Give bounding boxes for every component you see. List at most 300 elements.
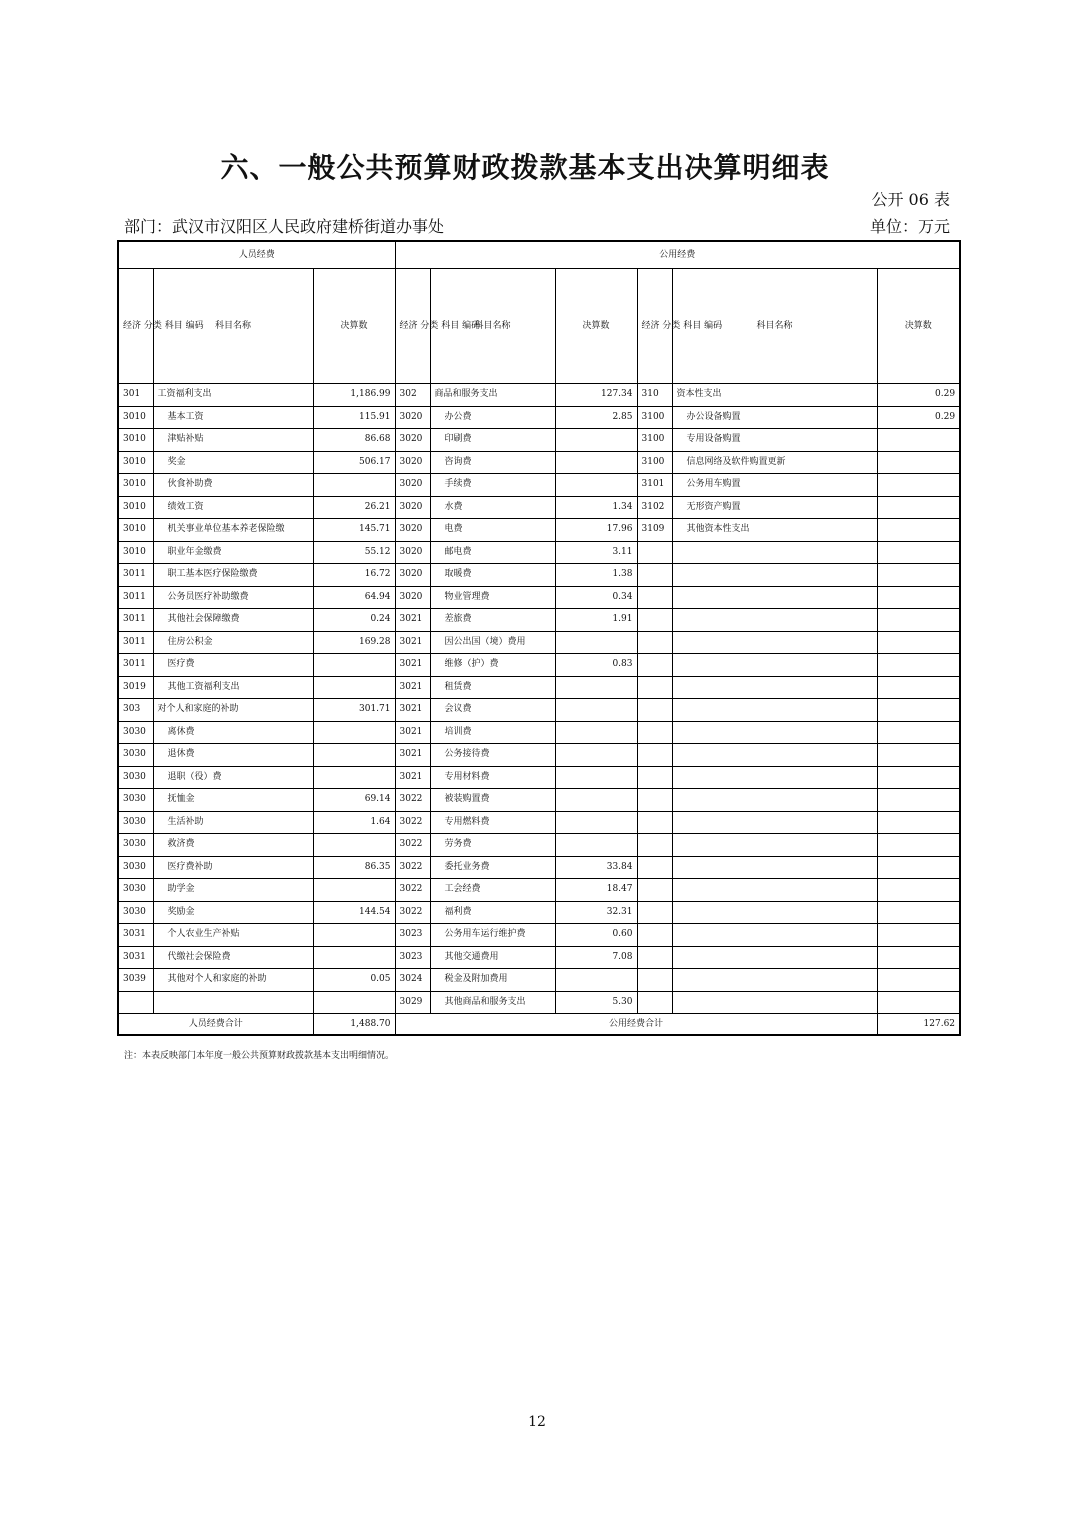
- unit-label: 单位：万元: [869, 217, 950, 236]
- personnel-amount-cell: [313, 834, 395, 857]
- public-code-cell: 3022: [395, 901, 430, 924]
- public-code-cell: 3022: [395, 856, 430, 879]
- public-name-cell: 劳务费: [430, 834, 555, 857]
- table-row: [118, 924, 960, 947]
- capital-amount-cell: [877, 924, 960, 947]
- capital-name-cell: [672, 564, 877, 587]
- capital-code-cell: [637, 834, 672, 857]
- capital-name-cell: [672, 946, 877, 969]
- personnel-name-cell: 其他对个人和家庭的补助: [153, 969, 313, 992]
- public-name-cell: 差旅费: [430, 609, 555, 632]
- capital-code-cell: [637, 699, 672, 722]
- capital-code-cell: 3101: [637, 474, 672, 497]
- personnel-amount-cell: [313, 766, 395, 789]
- public-name-cell: 培训费: [430, 721, 555, 744]
- page-title: 六、一般公共预算财政拨款基本支出决算明细表: [220, 151, 830, 184]
- personnel-name-cell: 职业年金缴费: [153, 541, 313, 564]
- capital-code-cell: [637, 744, 672, 767]
- public-code-cell: 3021: [395, 744, 430, 767]
- public-total-label: 公用经费合计: [395, 1014, 877, 1036]
- table-row: [118, 676, 960, 699]
- public-code-cell: 3020: [395, 474, 430, 497]
- capital-code-cell: [637, 541, 672, 564]
- public-name-cell: 会议费: [430, 699, 555, 722]
- public-code-cell: 3020: [395, 496, 430, 519]
- public-amount-cell: 2.85: [555, 406, 637, 429]
- capital-name-cell: [672, 879, 877, 902]
- personnel-name-cell: 离休费: [153, 721, 313, 744]
- table-row: [118, 429, 960, 452]
- personnel-name-cell: 奖励金: [153, 901, 313, 924]
- public-name-cell: 印刷费: [430, 429, 555, 452]
- personnel-name-cell: 助学金: [153, 879, 313, 902]
- public-amount-cell: 5.30: [555, 991, 637, 1014]
- public-code-cell: 3020: [395, 564, 430, 587]
- table-row: [118, 654, 960, 677]
- personnel-amount-cell: 26.21: [313, 496, 395, 519]
- capital-amount-cell: [877, 811, 960, 834]
- public-amount-cell: 0.34: [555, 586, 637, 609]
- capital-amount-cell: [877, 541, 960, 564]
- capital-name-cell: [672, 631, 877, 654]
- public-name-cell: 电费: [430, 519, 555, 542]
- personnel-name-cell: 公务员医疗补助缴费: [153, 586, 313, 609]
- public-amount-cell: 33.84: [555, 856, 637, 879]
- capital-code-cell: [637, 901, 672, 924]
- group-header-row: [118, 241, 960, 269]
- personnel-code-cell: 3011: [118, 609, 153, 632]
- personnel-group-header: 人员经费: [118, 241, 395, 269]
- personnel-amount-cell: 86.35: [313, 856, 395, 879]
- capital-code-cell: [637, 631, 672, 654]
- table-row: [118, 901, 960, 924]
- capital-amount-cell: [877, 879, 960, 902]
- personnel-amount-cell: 169.28: [313, 631, 395, 654]
- expenditure-detail-table: [117, 240, 961, 1036]
- public-name-cell: 邮电费: [430, 541, 555, 564]
- public-amount-cell: [555, 744, 637, 767]
- public-name-cell: 租赁费: [430, 676, 555, 699]
- personnel-amount-cell: [313, 474, 395, 497]
- personnel-amount-cell: 301.71: [313, 699, 395, 722]
- personnel-code-cell: 3030: [118, 789, 153, 812]
- capital-amount-cell: [877, 564, 960, 587]
- capital-code-cell: [637, 789, 672, 812]
- public-amount-cell: 127.34: [555, 384, 637, 407]
- public-amount-cell: [555, 631, 637, 654]
- personnel-amount-cell: [313, 676, 395, 699]
- table-number: 公开 06 表: [871, 190, 950, 209]
- table-row: [118, 699, 960, 722]
- personnel-name-cell: 对个人和家庭的补助: [153, 699, 313, 722]
- capital-amount-cell: [877, 676, 960, 699]
- public-name-cell: 委托业务费: [430, 856, 555, 879]
- capital-amount-cell: [877, 451, 960, 474]
- capital-code-cell: 310: [637, 384, 672, 407]
- capital-name-cell: [672, 766, 877, 789]
- capital-name-cell: [672, 834, 877, 857]
- capital-name-cell: 其他资本性支出: [672, 519, 877, 542]
- capital-name-cell: 无形资产购置: [672, 496, 877, 519]
- public-name-cell: 手续费: [430, 474, 555, 497]
- capital-amount-cell: [877, 969, 960, 992]
- public-code-cell: 3020: [395, 541, 430, 564]
- personnel-code-cell: 3031: [118, 946, 153, 969]
- personnel-code-cell: 3019: [118, 676, 153, 699]
- personnel-name-cell: 医疗费补助: [153, 856, 313, 879]
- public-amount-cell: [555, 834, 637, 857]
- capital-name-cell: [672, 744, 877, 767]
- public-amount-cell: [555, 811, 637, 834]
- capital-name-cell: [672, 541, 877, 564]
- capital-code-cell: 3109: [637, 519, 672, 542]
- public-amount-cell: 7.08: [555, 946, 637, 969]
- capital-code-cell: [637, 811, 672, 834]
- public-code-cell: 3029: [395, 991, 430, 1014]
- personnel-name-cell: 代缴社会保险费: [153, 946, 313, 969]
- personnel-amount-cell: 144.54: [313, 901, 395, 924]
- capital-name-cell: [672, 609, 877, 632]
- personnel-code-cell: 3010: [118, 496, 153, 519]
- public-code-cell: 3020: [395, 429, 430, 452]
- personnel-code-cell: 3030: [118, 766, 153, 789]
- personnel-name-cell: 职工基本医疗保险缴费: [153, 564, 313, 587]
- capital-name-cell: [672, 991, 877, 1014]
- public-name-cell: 其他商品和服务支出: [430, 991, 555, 1014]
- public-amount-cell: [555, 676, 637, 699]
- table-row: [118, 496, 960, 519]
- table-row: [118, 564, 960, 587]
- table-row: [118, 946, 960, 969]
- totals-row: [118, 1014, 960, 1036]
- public-name-cell: 专用材料费: [430, 766, 555, 789]
- personnel-code-cell: 3010: [118, 451, 153, 474]
- public-amount-cell: [555, 721, 637, 744]
- code-header: 经济 分类 科目 编码: [395, 269, 430, 384]
- personnel-code-cell: 3030: [118, 856, 153, 879]
- capital-name-cell: [672, 969, 877, 992]
- personnel-code-cell: 3011: [118, 654, 153, 677]
- capital-name-cell: 专用设备购置: [672, 429, 877, 452]
- personnel-name-cell: 住房公积金: [153, 631, 313, 654]
- personnel-name-cell: 基本工资: [153, 406, 313, 429]
- personnel-amount-cell: 69.14: [313, 789, 395, 812]
- personnel-code-cell: 3030: [118, 834, 153, 857]
- personnel-name-cell: 抚恤金: [153, 789, 313, 812]
- capital-amount-cell: [877, 789, 960, 812]
- capital-name-cell: [672, 676, 877, 699]
- public-name-cell: 其他交通费用: [430, 946, 555, 969]
- capital-code-cell: [637, 609, 672, 632]
- public-code-cell: 3022: [395, 811, 430, 834]
- capital-code-cell: [637, 856, 672, 879]
- capital-amount-cell: [877, 631, 960, 654]
- public-code-cell: 3020: [395, 519, 430, 542]
- capital-amount-cell: [877, 609, 960, 632]
- public-code-cell: 3022: [395, 789, 430, 812]
- capital-code-cell: [637, 586, 672, 609]
- public-code-cell: 3020: [395, 451, 430, 474]
- amount-header: 决算数: [555, 269, 637, 384]
- capital-name-cell: [672, 654, 877, 677]
- capital-amount-cell: [877, 766, 960, 789]
- personnel-code-cell: 3039: [118, 969, 153, 992]
- public-code-cell: 3023: [395, 924, 430, 947]
- public-amount-cell: 1.91: [555, 609, 637, 632]
- public-amount-cell: [555, 451, 637, 474]
- personnel-total-label: 人员经费合计: [118, 1014, 313, 1036]
- table-body: [118, 384, 960, 1014]
- code-header: 经济 分类 科目 编码: [118, 269, 153, 384]
- personnel-amount-cell: 1,186.99: [313, 384, 395, 407]
- amount-header: 决算数: [877, 269, 960, 384]
- public-amount-cell: 32.31: [555, 901, 637, 924]
- capital-name-cell: 办公设备购置: [672, 406, 877, 429]
- name-header: 科目名称: [430, 269, 555, 384]
- personnel-name-cell: 其他社会保障缴费: [153, 609, 313, 632]
- public-name-cell: 维修（护）费: [430, 654, 555, 677]
- personnel-amount-cell: 0.05: [313, 969, 395, 992]
- table-row: [118, 609, 960, 632]
- public-name-cell: 办公费: [430, 406, 555, 429]
- table-row: [118, 406, 960, 429]
- personnel-code-cell: [118, 991, 153, 1014]
- personnel-name-cell: 个人农业生产补贴: [153, 924, 313, 947]
- capital-name-cell: 资本性支出: [672, 384, 877, 407]
- table-row: [118, 384, 960, 407]
- capital-amount-cell: [877, 496, 960, 519]
- public-name-cell: 商品和服务支出: [430, 384, 555, 407]
- public-code-cell: 3021: [395, 609, 430, 632]
- public-amount-cell: [555, 429, 637, 452]
- public-code-cell: 3024: [395, 969, 430, 992]
- capital-amount-cell: [877, 429, 960, 452]
- personnel-code-cell: 3031: [118, 924, 153, 947]
- code-header: 经济 分类 科目 编码: [637, 269, 672, 384]
- public-code-cell: 3020: [395, 586, 430, 609]
- personnel-amount-cell: 55.12: [313, 541, 395, 564]
- personnel-code-cell: 3030: [118, 811, 153, 834]
- personnel-amount-cell: 86.68: [313, 429, 395, 452]
- personnel-name-cell: [153, 991, 313, 1014]
- capital-name-cell: [672, 789, 877, 812]
- capital-code-cell: [637, 766, 672, 789]
- public-amount-cell: [555, 699, 637, 722]
- personnel-code-cell: 3030: [118, 901, 153, 924]
- public-code-cell: 3023: [395, 946, 430, 969]
- personnel-code-cell: 3010: [118, 541, 153, 564]
- public-code-cell: 3021: [395, 676, 430, 699]
- personnel-code-cell: 3010: [118, 406, 153, 429]
- public-amount-cell: 0.60: [555, 924, 637, 947]
- capital-code-cell: 3102: [637, 496, 672, 519]
- table-row: [118, 811, 960, 834]
- personnel-amount-cell: 1.64: [313, 811, 395, 834]
- personnel-name-cell: 退休费: [153, 744, 313, 767]
- public-amount-cell: 1.38: [555, 564, 637, 587]
- personnel-name-cell: 绩效工资: [153, 496, 313, 519]
- capital-name-cell: [672, 586, 877, 609]
- capital-name-cell: [672, 811, 877, 834]
- name-header: 科目名称: [153, 269, 313, 384]
- capital-amount-cell: [877, 654, 960, 677]
- public-name-cell: 税金及附加费用: [430, 969, 555, 992]
- public-amount-cell: 3.11: [555, 541, 637, 564]
- personnel-name-cell: 退职（役）费: [153, 766, 313, 789]
- public-name-cell: 因公出国（境）费用: [430, 631, 555, 654]
- table-row: [118, 766, 960, 789]
- public-code-cell: 3022: [395, 834, 430, 857]
- capital-code-cell: 3100: [637, 406, 672, 429]
- personnel-amount-cell: [313, 946, 395, 969]
- public-code-cell: 3021: [395, 654, 430, 677]
- personnel-name-cell: 生活补助: [153, 811, 313, 834]
- public-code-cell: 3021: [395, 721, 430, 744]
- public-amount-cell: [555, 789, 637, 812]
- table-row: [118, 721, 960, 744]
- public-amount-cell: 18.47: [555, 879, 637, 902]
- table-row: [118, 586, 960, 609]
- personnel-code-cell: 3030: [118, 721, 153, 744]
- table-row: [118, 969, 960, 992]
- capital-code-cell: [637, 676, 672, 699]
- public-total-amount: 127.62: [877, 1014, 960, 1036]
- public-name-cell: 公务用车运行维护费: [430, 924, 555, 947]
- personnel-amount-cell: [313, 654, 395, 677]
- personnel-total-amount: 1,488.70: [313, 1014, 395, 1036]
- public-name-cell: 取暖费: [430, 564, 555, 587]
- public-amount-cell: 1.34: [555, 496, 637, 519]
- personnel-name-cell: 救济费: [153, 834, 313, 857]
- amount-header: 决算数: [313, 269, 395, 384]
- capital-amount-cell: [877, 856, 960, 879]
- capital-amount-cell: [877, 519, 960, 542]
- capital-code-cell: [637, 879, 672, 902]
- personnel-name-cell: 机关事业单位基本养老保险缴: [153, 519, 313, 542]
- table-row: [118, 834, 960, 857]
- personnel-amount-cell: [313, 924, 395, 947]
- public-code-cell: 3021: [395, 766, 430, 789]
- personnel-name-cell: 工资福利支出: [153, 384, 313, 407]
- personnel-amount-cell: [313, 721, 395, 744]
- capital-name-cell: [672, 924, 877, 947]
- capital-amount-cell: [877, 901, 960, 924]
- personnel-name-cell: 伙食补助费: [153, 474, 313, 497]
- personnel-amount-cell: 506.17: [313, 451, 395, 474]
- capital-name-cell: [672, 699, 877, 722]
- public-code-cell: 3022: [395, 879, 430, 902]
- public-amount-cell: [555, 474, 637, 497]
- capital-code-cell: [637, 969, 672, 992]
- capital-code-cell: [637, 991, 672, 1014]
- public-name-cell: 物业管理费: [430, 586, 555, 609]
- personnel-amount-cell: 0.24: [313, 609, 395, 632]
- public-amount-cell: [555, 969, 637, 992]
- personnel-code-cell: 3011: [118, 586, 153, 609]
- capital-name-cell: 信息网络及软件购置更新: [672, 451, 877, 474]
- personnel-code-cell: 3010: [118, 519, 153, 542]
- public-amount-cell: [555, 766, 637, 789]
- table-note: 注：本表反映部门本年度一般公共预算财政拨款基本支出明细情况。: [124, 1051, 395, 1061]
- name-header: 科目名称: [672, 269, 877, 384]
- personnel-amount-cell: [313, 744, 395, 767]
- personnel-code-cell: 3030: [118, 744, 153, 767]
- table-row: [118, 541, 960, 564]
- public-name-cell: 水费: [430, 496, 555, 519]
- capital-code-cell: [637, 721, 672, 744]
- public-name-cell: 咨询费: [430, 451, 555, 474]
- page-number: 12: [528, 1414, 546, 1430]
- department-label: 部门：武汉市汉阳区人民政府建桥街道办事处: [124, 217, 445, 236]
- personnel-amount-cell: 115.91: [313, 406, 395, 429]
- public-amount-cell: 0.83: [555, 654, 637, 677]
- capital-name-cell: [672, 856, 877, 879]
- capital-amount-cell: 0.29: [877, 384, 960, 407]
- capital-code-cell: [637, 564, 672, 587]
- public-code-cell: 3021: [395, 631, 430, 654]
- personnel-name-cell: 医疗费: [153, 654, 313, 677]
- public-amount-cell: 17.96: [555, 519, 637, 542]
- capital-name-cell: [672, 721, 877, 744]
- capital-amount-cell: [877, 744, 960, 767]
- table-row: [118, 879, 960, 902]
- capital-amount-cell: [877, 474, 960, 497]
- column-header-row: [118, 269, 960, 384]
- capital-name-cell: [672, 901, 877, 924]
- personnel-amount-cell: [313, 991, 395, 1014]
- table-row: [118, 519, 960, 542]
- capital-amount-cell: [877, 991, 960, 1014]
- personnel-amount-cell: [313, 879, 395, 902]
- personnel-amount-cell: 16.72: [313, 564, 395, 587]
- table-row: [118, 991, 960, 1014]
- capital-code-cell: [637, 924, 672, 947]
- capital-name-cell: 公务用车购置: [672, 474, 877, 497]
- public-code-cell: 3020: [395, 406, 430, 429]
- capital-amount-cell: [877, 946, 960, 969]
- personnel-code-cell: 301: [118, 384, 153, 407]
- public-code-cell: 302: [395, 384, 430, 407]
- table-row: [118, 789, 960, 812]
- personnel-amount-cell: 64.94: [313, 586, 395, 609]
- capital-amount-cell: [877, 586, 960, 609]
- table-row: [118, 744, 960, 767]
- personnel-amount-cell: 145.71: [313, 519, 395, 542]
- personnel-code-cell: 3030: [118, 879, 153, 902]
- capital-amount-cell: 0.29: [877, 406, 960, 429]
- capital-amount-cell: [877, 699, 960, 722]
- capital-code-cell: 3100: [637, 451, 672, 474]
- public-name-cell: 福利费: [430, 901, 555, 924]
- personnel-name-cell: 津贴补贴: [153, 429, 313, 452]
- public-name-cell: 专用燃料费: [430, 811, 555, 834]
- personnel-code-cell: 3011: [118, 631, 153, 654]
- public-group-header: 公用经费: [395, 241, 960, 269]
- public-code-cell: 3021: [395, 699, 430, 722]
- personnel-code-cell: 3011: [118, 564, 153, 587]
- capital-code-cell: 3100: [637, 429, 672, 452]
- public-name-cell: 被装购置费: [430, 789, 555, 812]
- personnel-code-cell: 3010: [118, 429, 153, 452]
- personnel-name-cell: 其他工资福利支出: [153, 676, 313, 699]
- capital-amount-cell: [877, 721, 960, 744]
- table-row: [118, 856, 960, 879]
- personnel-code-cell: 303: [118, 699, 153, 722]
- table-row: [118, 474, 960, 497]
- capital-amount-cell: [877, 834, 960, 857]
- table-row: [118, 451, 960, 474]
- capital-code-cell: [637, 654, 672, 677]
